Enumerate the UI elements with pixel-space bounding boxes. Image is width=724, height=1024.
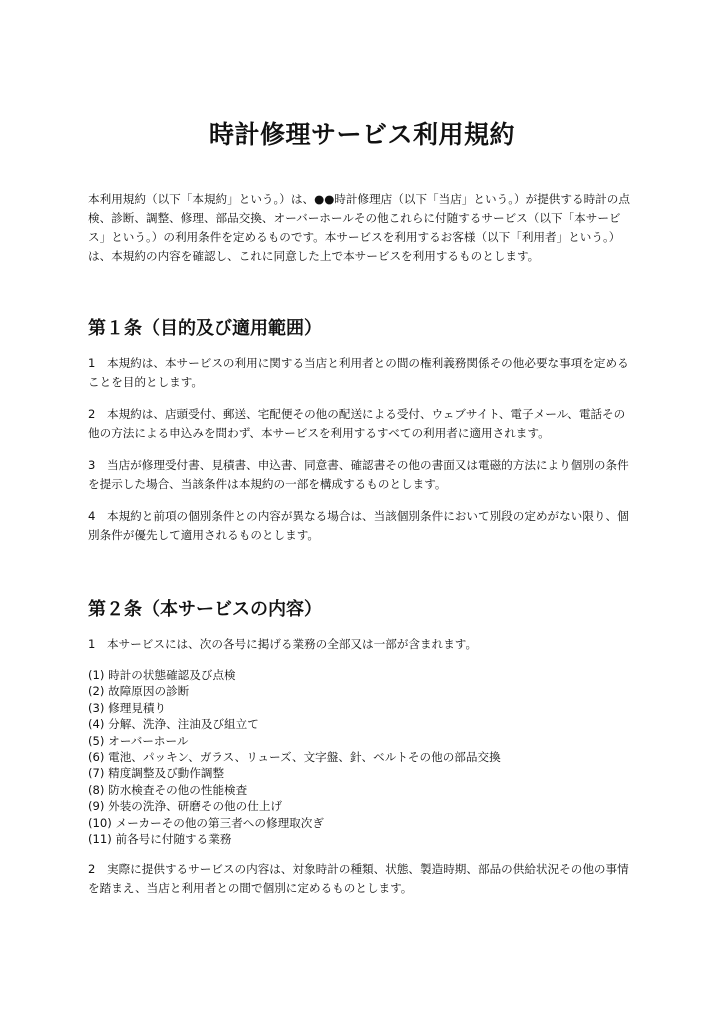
list-item: (3) 修理見積り [88, 700, 167, 715]
article-1-clause-1: 1 本規約は、本サービスの利用に関する当店と利用者との間の権利義務関係その他必要な事項を定めることを目的とします。 [88, 356, 629, 389]
article-2-heading: 第２条（本サービスの内容） [88, 599, 322, 620]
list-item: (10) メーカーその他の第三者への修理取次ぎ [88, 815, 324, 830]
list-item: (2) 故障原因の診断 [88, 684, 190, 699]
article-1-section [88, 316, 636, 545]
list-item: (5) オーバーホール [88, 733, 189, 748]
service-item-list [88, 667, 636, 847]
list-item: (9) 外装の洗浄、研磨その他の仕上げ [88, 799, 283, 814]
intro-paragraph: 本利用規約（以下「本規約」という。）は、●●時計修理店（以下「当店」という。）が提供する時計の点検、診断、調整、修理、部品交換、オーバーホールその他これらに付随するサービス（以下「本サービス」という。）の利用条件を定めるものです。本サービスを利用するお客様（以下「利用者」という。）は、本規約の内容を確認し、これに同意した上で本サービスを利用するものとします。 [88, 192, 630, 263]
list-item: (4) 分解、洗浄、注油及び組立て [88, 717, 259, 732]
article-1-clause-3: 3 当店が修理受付書、見積書、申込書、同意書、確認書その他の書面又は電磁的方法により個別の条件を提示した場合、当該条件は本規約の一部を構成するものとします。 [88, 458, 629, 491]
list-item: (7) 精度調整及び動作調整 [88, 766, 225, 781]
article-2-clause-1: 1 本サービスには、次の各号に掲げる業務の全部又は一部が含まれます。 [88, 637, 478, 651]
article-1-heading: 第１条（目的及び適用範囲） [88, 318, 322, 339]
list-item: (6) 電池、パッキン、ガラス、リューズ、文字盤、針、ベルトその他の部品交換 [88, 750, 501, 765]
article-1-clause-4: 4 本規約と前項の個別条件との内容が異なる場合は、当該個別条件において別段の定めがない限り、個別条件が優先して適用されるものとします。 [88, 509, 629, 542]
article-2-section [88, 597, 636, 898]
list-item: (11) 前各号に付随する業務 [88, 832, 232, 847]
document-title: 時計修理サービス利用規約 [208, 120, 515, 149]
article-2-clause-2: 2 実際に提供するサービスの内容は、対象時計の種類、状態、製造時期、部品の供給状況その他の事情を踏まえ、当店と利用者との間で個別に定めるものとします。 [88, 862, 629, 896]
list-item: (1) 時計の状態確認及び点検 [88, 668, 236, 682]
list-item: (8) 防水検査その他の性能検査 [88, 782, 248, 797]
article-1-clause-2: 2 本規約は、店頭受付、郵送、宅配便その他の配送による受付、ウェブサイト、電子メール、電話その他の方法による申込みを問わず、本サービスを利用するすべての利用者に適用されます。 [88, 407, 626, 440]
